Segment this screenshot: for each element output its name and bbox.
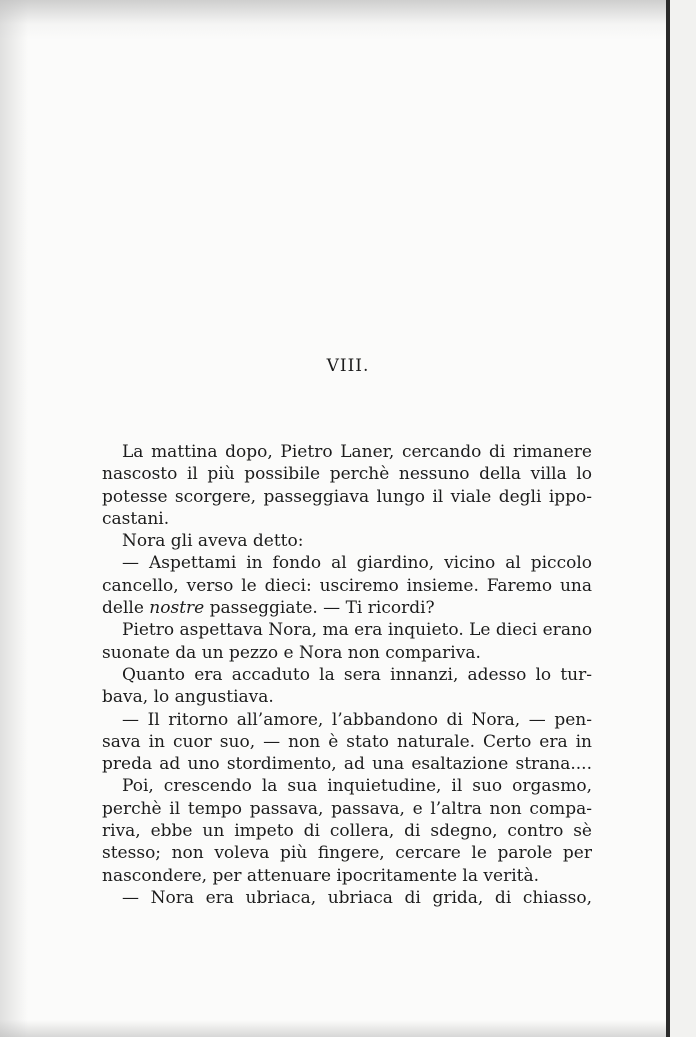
text-line: cancello, verso le dieci: usciremo insieme. Faremo una: [102, 575, 592, 596]
text-line: riva, ebbe un impeto di collera, di sdegno, contro sè: [102, 821, 592, 842]
text-line: Nora gli aveva detto:: [122, 531, 304, 552]
text-line: bava, lo angustiava.: [102, 687, 274, 708]
text-line: perchè il tempo passava, passava, e l’altra non compa-: [102, 798, 592, 819]
text-line: potesse scorgere, passeggiava lungo il viale degli ippo-: [102, 486, 592, 507]
text-line: preda ad uno stordimento, ad una esaltazione strana....: [102, 754, 592, 775]
text-line: [102, 597, 592, 619]
scan-shadow-bottom: [0, 1020, 696, 1037]
text-line: Pietro aspettava Nora, ma era inquieto. Le dieci erano: [122, 620, 593, 641]
text-line: castani.: [102, 508, 170, 529]
italic-word: nostre: [149, 598, 205, 619]
scan-shadow-left: [0, 0, 28, 1037]
text-line: Poi, crescendo la sua inquietudine, il suo orgasmo,: [122, 776, 592, 797]
text-line: — Il ritorno all’amore, l’abbandono di Nora, — pen-: [122, 709, 592, 730]
scan-shadow-top: [0, 0, 696, 40]
chapter-heading: VIII.: [326, 356, 370, 376]
page-edge-line: [666, 0, 670, 1037]
text-line: — Aspettami in fondo al giardino, vicino al piccolo: [122, 553, 592, 574]
text-line: Quanto era accaduto la sera innanzi, adesso lo tur-: [122, 664, 592, 685]
text-line: suonate da un pezzo e Nora non compariva.: [102, 642, 481, 663]
text-line: stesso; non voleva più fingere, cercare le parole per: [102, 843, 592, 864]
text-line: — Nora era ubriaca, ubriaca di grida, di chiasso,: [122, 887, 592, 908]
text-fragment: passeggiate. — Ti ricordi?: [204, 598, 435, 619]
body-text: [102, 441, 592, 909]
text-fragment: delle: [102, 598, 150, 619]
text-line: sava in cuor suo, — non è stato naturale. Certo era in: [102, 731, 592, 752]
text-line: La mattina dopo, Pietro Laner, cercando di rimanere: [122, 442, 592, 462]
text-line: nascondere, per attenuare ipocritamente la verità.: [102, 865, 540, 886]
adjacent-page-margin: [670, 0, 696, 1037]
text-line: nascosto il più possibile perchè nessuno della villa lo: [102, 464, 592, 485]
